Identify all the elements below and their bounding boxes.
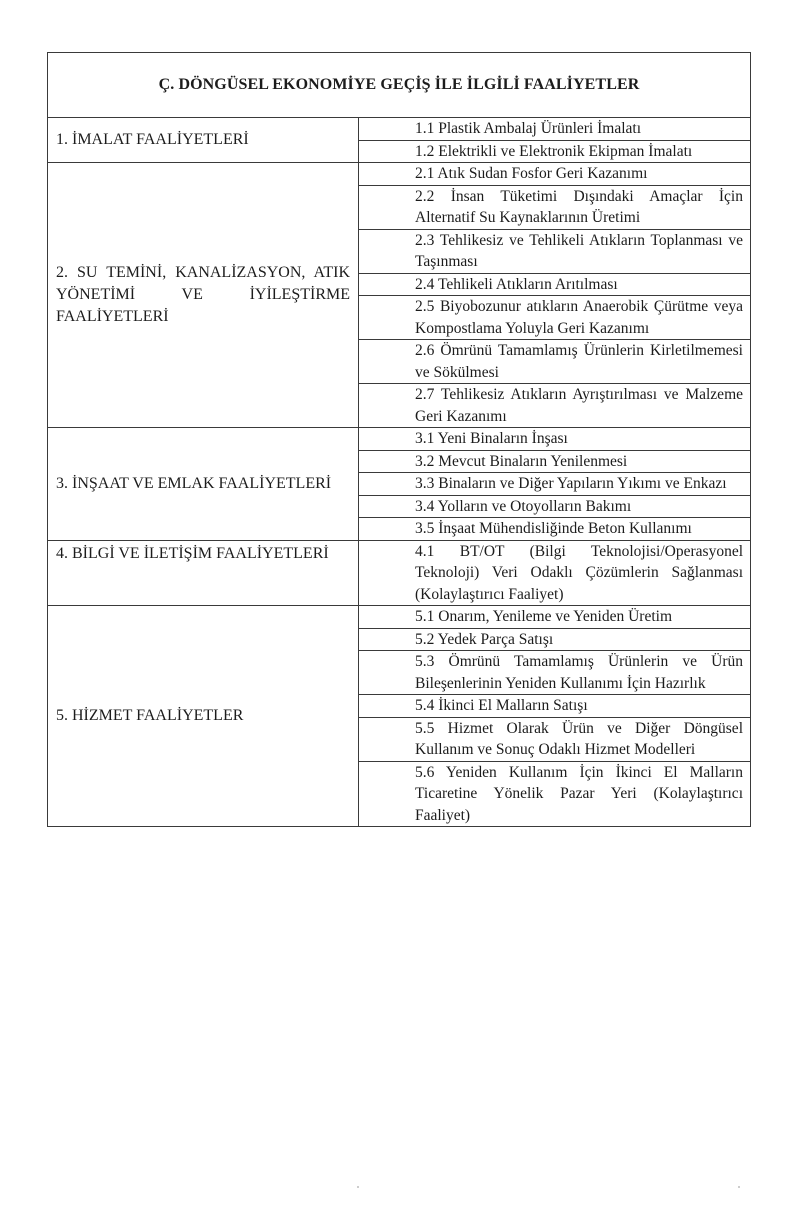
activity-item: 2.4 Tehlikeli Atıkların Arıtılması	[359, 273, 751, 296]
activity-item: 2.3 Tehlikesiz ve Tehlikeli Atıkların Toplanması ve Taşınması	[359, 229, 751, 273]
table-row	[48, 540, 751, 606]
activity-item: 2.1 Atık Sudan Fosfor Geri Kazanımı	[359, 163, 751, 186]
table-row	[48, 428, 751, 451]
activity-item: 5.1 Onarım, Yenileme ve Yeniden Üretim	[359, 606, 751, 629]
activity-item: 5.5 Hizmet Olarak Ürün ve Diğer Döngüsel Kullanım ve Sonuç Odaklı Hizmet Modelleri	[359, 717, 751, 761]
scan-speck	[357, 1186, 359, 1188]
activity-item: 3.2 Mevcut Binaların Yenilenmesi	[359, 450, 751, 473]
activity-item: 1.1 Plastik Ambalaj Ürünleri İmalatı	[359, 118, 751, 141]
category-label-hizmet: 5. HİZMET FAALİYETLER	[48, 606, 359, 827]
activity-item: 3.5 İnşaat Mühendisliğinde Beton Kullanımı	[359, 518, 751, 541]
activity-item: 2.5 Biyobozunur atıkların Anaerobik Çürütme veya Kompostlama Yoluyla Geri Kazanımı	[359, 296, 751, 340]
table-row	[48, 606, 751, 629]
category-label-imalat: 1. İMALAT FAALİYETLERİ	[48, 118, 359, 163]
activity-item: 3.4 Yolların ve Otoyolların Bakımı	[359, 495, 751, 518]
activity-item: 3.3 Binaların ve Diğer Yapıların Yıkımı ve Enkazı	[359, 473, 751, 496]
table-row	[48, 163, 751, 186]
title-row	[48, 53, 751, 118]
activity-item: 2.2 İnsan Tüketimi Dışındaki Amaçlar İçin Alternatif Su Kaynaklarının Üretimi	[359, 185, 751, 229]
activity-item: 2.7 Tehlikesiz Atıkların Ayrıştırılması ve Malzeme Geri Kazanımı	[359, 384, 751, 428]
activity-item: 4.1 BT/OT (Bilgi Teknolojisi/Operasyonel Teknoloji) Veri Odaklı Çözümlerin Sağlanması (Kolaylaştırıcı Faaliyet)	[359, 540, 751, 606]
activity-item: 3.1 Yeni Binaların İnşası	[359, 428, 751, 451]
category-label-insaat: 3. İNŞAAT VE EMLAK FAALİYETLERİ	[48, 428, 359, 541]
scan-speck	[738, 1186, 740, 1188]
activities-table	[47, 52, 751, 827]
activity-item: 5.6 Yeniden Kullanım İçin İkinci El Malların Ticaretine Yönelik Pazar Yeri (Kolaylaştırıcı Faaliyet)	[359, 761, 751, 827]
activity-item: 5.4 İkinci El Malların Satışı	[359, 695, 751, 718]
category-label-bilgi: 4. BİLGİ VE İLETİŞİM FAALİYETLERİ	[48, 540, 359, 606]
table-row	[48, 118, 751, 141]
activity-item: 1.2 Elektrikli ve Elektronik Ekipman İmalatı	[359, 140, 751, 163]
activity-item: 5.2 Yedek Parça Satışı	[359, 628, 751, 651]
activity-item: 5.3 Ömrünü Tamamlamış Ürünlerin ve Ürün Bileşenlerinin Yeniden Kullanımı İçin Hazırlık	[359, 651, 751, 695]
table-title: Ç. DÖNGÜSEL EKONOMİYE GEÇİŞ İLE İLGİLİ FAALİYETLER	[48, 53, 751, 118]
activity-item: 2.6 Ömrünü Tamamlamış Ürünlerin Kirletilmemesi ve Sökülmesi	[359, 340, 751, 384]
category-label-su-temini: 2. SU TEMİNİ, KANALİZASYON, ATIK YÖNETİMİ VE İYİLEŞTİRME FAALİYETLERİ	[48, 163, 359, 428]
